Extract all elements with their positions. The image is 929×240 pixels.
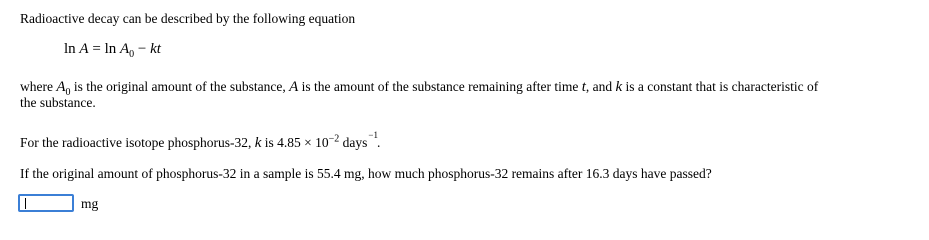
var-t: t (581, 79, 586, 95)
ln-operator: ln (104, 41, 117, 57)
answer-unit: mg (81, 196, 99, 211)
answer-input[interactable] (18, 194, 74, 212)
intro-text: Radioactive decay can be described by the following equation (20, 11, 356, 26)
where-text-line2: the substance. (20, 95, 96, 110)
var-A0: $A_0$ (119, 41, 135, 60)
ln-operator: ln (64, 41, 76, 57)
var-k: k (254, 135, 262, 151)
decay-equation (64, 40, 161, 59)
equals-sign: = (92, 41, 101, 57)
var-A: A (289, 79, 299, 95)
var-kt: kt (150, 41, 161, 57)
minus-sign: − (137, 41, 147, 57)
var-k: k (615, 79, 623, 95)
var-A: A (79, 41, 89, 57)
question-text: If the original amount of phosphorus-32 in a sample is 55.4 mg, how much phosphorus-32 remains after 16.3 days have passed? (20, 166, 712, 181)
constant-text: For the radioactive isotope phosphorus-32, k is $4.85 \times 10^{-2}$ days$^{-1}$. (20, 130, 381, 151)
var-A0: $A_0$ (56, 79, 71, 98)
where-text: where $A_0$ is the original amount of the substance, A is the amount of the substance remaining after time t, and k is a constant that is characteristic of (20, 79, 819, 98)
text-caret (25, 198, 26, 209)
